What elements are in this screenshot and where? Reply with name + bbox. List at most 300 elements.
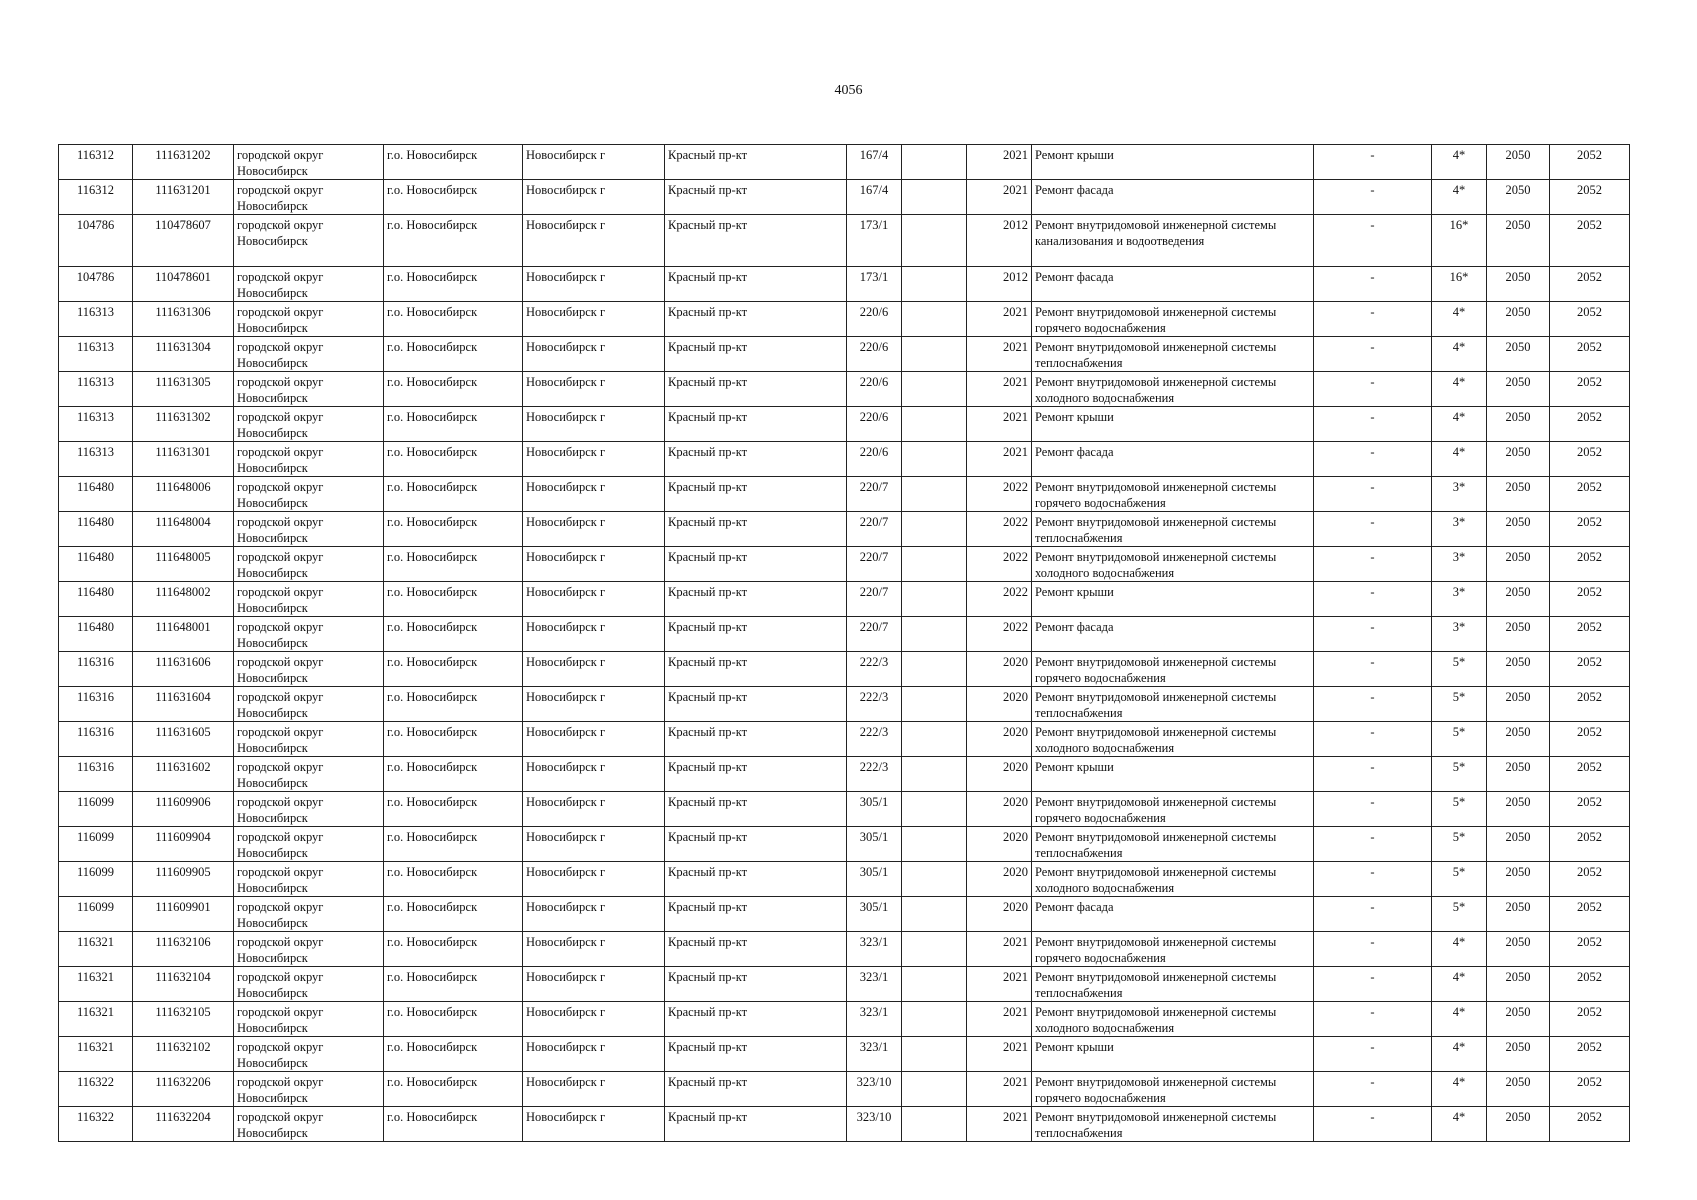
cell-plan-end: 2052 [1550, 1002, 1630, 1037]
cell-city-district: г.о. Новосибирск [384, 687, 523, 722]
cell-cost: - [1314, 302, 1432, 337]
cell-plan-end: 2052 [1550, 407, 1630, 442]
cell-house-letter [902, 827, 967, 862]
cell-house-letter [902, 337, 967, 372]
cell-house-letter [902, 967, 967, 1002]
cell-period: 4* [1432, 1072, 1487, 1107]
cell-settlement: Новосибирск г [523, 1072, 665, 1107]
cell-house-number: 173/1 [847, 215, 902, 267]
cell-city-district: г.о. Новосибирск [384, 477, 523, 512]
cell-settlement: Новосибирск г [523, 372, 665, 407]
cell-municipality: городской округ Новосибирск [234, 215, 384, 267]
cell-street: Красный пр-кт [665, 757, 847, 792]
cell-house-number: 220/7 [847, 582, 902, 617]
cell-plan-end: 2052 [1550, 757, 1630, 792]
cell-year: 2020 [967, 652, 1032, 687]
cell-municipality: городской округ Новосибирск [234, 145, 384, 180]
cell-year: 2020 [967, 827, 1032, 862]
cell-house-letter [902, 862, 967, 897]
cell-year: 2021 [967, 337, 1032, 372]
cell-street: Красный пр-кт [665, 582, 847, 617]
cell-plan-start: 2050 [1487, 1037, 1550, 1072]
cell-city-district: г.о. Новосибирск [384, 757, 523, 792]
cell-period: 5* [1432, 897, 1487, 932]
cell-city-district: г.о. Новосибирск [384, 180, 523, 215]
repair-registry-table [58, 144, 1630, 1142]
cell-street: Красный пр-кт [665, 547, 847, 582]
cell-element-id: 110478607 [133, 215, 234, 267]
cell-period: 3* [1432, 477, 1487, 512]
cell-street: Красный пр-кт [665, 337, 847, 372]
cell-work-type: Ремонт фасада [1032, 897, 1314, 932]
cell-year: 2021 [967, 180, 1032, 215]
cell-settlement: Новосибирск г [523, 687, 665, 722]
cell-period: 5* [1432, 652, 1487, 687]
cell-period: 16* [1432, 215, 1487, 267]
cell-house-id: 116322 [59, 1107, 133, 1142]
cell-house-id: 116312 [59, 180, 133, 215]
cell-house-number: 220/6 [847, 407, 902, 442]
cell-cost: - [1314, 757, 1432, 792]
cell-settlement: Новосибирск г [523, 215, 665, 267]
cell-cost: - [1314, 1037, 1432, 1072]
cell-house-letter [902, 512, 967, 547]
cell-cost: - [1314, 617, 1432, 652]
table-row [59, 547, 1630, 582]
cell-house-number: 305/1 [847, 897, 902, 932]
cell-work-type: Ремонт фасада [1032, 180, 1314, 215]
cell-street: Красный пр-кт [665, 722, 847, 757]
cell-house-letter [902, 215, 967, 267]
cell-element-id: 111631304 [133, 337, 234, 372]
cell-plan-end: 2052 [1550, 180, 1630, 215]
cell-city-district: г.о. Новосибирск [384, 967, 523, 1002]
cell-plan-end: 2052 [1550, 652, 1630, 687]
cell-plan-end: 2052 [1550, 302, 1630, 337]
cell-plan-end: 2052 [1550, 827, 1630, 862]
cell-work-type: Ремонт внутридомовой инженерной системы теплоснабжения [1032, 827, 1314, 862]
cell-city-district: г.о. Новосибирск [384, 547, 523, 582]
cell-period: 4* [1432, 145, 1487, 180]
cell-settlement: Новосибирск г [523, 1002, 665, 1037]
cell-plan-end: 2052 [1550, 1037, 1630, 1072]
cell-city-district: г.о. Новосибирск [384, 722, 523, 757]
cell-house-number: 173/1 [847, 267, 902, 302]
cell-settlement: Новосибирск г [523, 512, 665, 547]
cell-street: Красный пр-кт [665, 792, 847, 827]
cell-element-id: 111632104 [133, 967, 234, 1002]
cell-street: Красный пр-кт [665, 372, 847, 407]
cell-period: 5* [1432, 722, 1487, 757]
cell-settlement: Новосибирск г [523, 792, 665, 827]
cell-year: 2012 [967, 267, 1032, 302]
cell-cost: - [1314, 215, 1432, 267]
cell-settlement: Новосибирск г [523, 477, 665, 512]
cell-plan-start: 2050 [1487, 862, 1550, 897]
cell-element-id: 111609906 [133, 792, 234, 827]
cell-settlement: Новосибирск г [523, 337, 665, 372]
cell-year: 2020 [967, 862, 1032, 897]
cell-municipality: городской округ Новосибирск [234, 267, 384, 302]
cell-city-district: г.о. Новосибирск [384, 337, 523, 372]
cell-element-id: 111648005 [133, 547, 234, 582]
cell-plan-start: 2050 [1487, 617, 1550, 652]
table-row [59, 1002, 1630, 1037]
cell-cost: - [1314, 932, 1432, 967]
cell-street: Красный пр-кт [665, 215, 847, 267]
cell-house-id: 104786 [59, 267, 133, 302]
cell-city-district: г.о. Новосибирск [384, 862, 523, 897]
cell-plan-start: 2050 [1487, 1002, 1550, 1037]
cell-period: 3* [1432, 512, 1487, 547]
cell-city-district: г.о. Новосибирск [384, 512, 523, 547]
cell-house-letter [902, 1072, 967, 1107]
cell-year: 2021 [967, 932, 1032, 967]
cell-work-type: Ремонт внутридомовой инженерной системы холодного водоснабжения [1032, 372, 1314, 407]
cell-year: 2021 [967, 1072, 1032, 1107]
cell-work-type: Ремонт внутридомовой инженерной системы горячего водоснабжения [1032, 477, 1314, 512]
cell-plan-start: 2050 [1487, 407, 1550, 442]
cell-period: 3* [1432, 617, 1487, 652]
cell-house-number: 323/10 [847, 1072, 902, 1107]
cell-house-id: 116316 [59, 757, 133, 792]
table-row [59, 862, 1630, 897]
cell-municipality: городской округ Новосибирск [234, 180, 384, 215]
table-row [59, 337, 1630, 372]
cell-year: 2021 [967, 302, 1032, 337]
cell-plan-start: 2050 [1487, 547, 1550, 582]
cell-street: Красный пр-кт [665, 687, 847, 722]
cell-settlement: Новосибирск г [523, 547, 665, 582]
table-row [59, 757, 1630, 792]
cell-cost: - [1314, 512, 1432, 547]
table-row [59, 967, 1630, 1002]
table-row [59, 617, 1630, 652]
cell-year: 2021 [967, 407, 1032, 442]
cell-work-type: Ремонт внутридомовой инженерной системы холодного водоснабжения [1032, 722, 1314, 757]
cell-municipality: городской округ Новосибирск [234, 407, 384, 442]
table-row [59, 897, 1630, 932]
cell-street: Красный пр-кт [665, 652, 847, 687]
cell-year: 2022 [967, 512, 1032, 547]
cell-plan-end: 2052 [1550, 477, 1630, 512]
cell-plan-start: 2050 [1487, 792, 1550, 827]
cell-house-number: 323/1 [847, 967, 902, 1002]
cell-year: 2021 [967, 372, 1032, 407]
cell-house-id: 116313 [59, 302, 133, 337]
cell-house-id: 116480 [59, 512, 133, 547]
cell-cost: - [1314, 547, 1432, 582]
cell-work-type: Ремонт внутридомовой инженерной системы горячего водоснабжения [1032, 792, 1314, 827]
cell-settlement: Новосибирск г [523, 862, 665, 897]
cell-street: Красный пр-кт [665, 442, 847, 477]
cell-period: 5* [1432, 792, 1487, 827]
page-number: 4056 [834, 83, 863, 98]
cell-plan-start: 2050 [1487, 967, 1550, 1002]
cell-work-type: Ремонт внутридомовой инженерной системы холодного водоснабжения [1032, 862, 1314, 897]
table-row [59, 407, 1630, 442]
cell-year: 2021 [967, 1107, 1032, 1142]
cell-work-type: Ремонт внутридомовой инженерной системы теплоснабжения [1032, 1107, 1314, 1142]
cell-house-letter [902, 897, 967, 932]
cell-element-id: 111609905 [133, 862, 234, 897]
cell-cost: - [1314, 1072, 1432, 1107]
cell-house-id: 116322 [59, 1072, 133, 1107]
cell-house-number: 305/1 [847, 792, 902, 827]
cell-element-id: 111631602 [133, 757, 234, 792]
cell-municipality: городской округ Новосибирск [234, 442, 384, 477]
cell-plan-end: 2052 [1550, 722, 1630, 757]
cell-cost: - [1314, 827, 1432, 862]
cell-plan-start: 2050 [1487, 582, 1550, 617]
cell-municipality: городской округ Новосибирск [234, 897, 384, 932]
cell-house-number: 220/7 [847, 547, 902, 582]
cell-period: 4* [1432, 302, 1487, 337]
cell-house-number: 167/4 [847, 180, 902, 215]
cell-house-id: 116316 [59, 687, 133, 722]
cell-house-letter [902, 407, 967, 442]
cell-city-district: г.о. Новосибирск [384, 617, 523, 652]
cell-city-district: г.о. Новосибирск [384, 1107, 523, 1142]
cell-house-letter [902, 792, 967, 827]
cell-municipality: городской округ Новосибирск [234, 1002, 384, 1037]
cell-element-id: 111632105 [133, 1002, 234, 1037]
cell-house-letter [902, 582, 967, 617]
cell-house-number: 167/4 [847, 145, 902, 180]
cell-plan-end: 2052 [1550, 862, 1630, 897]
cell-element-id: 111632204 [133, 1107, 234, 1142]
cell-house-id: 116480 [59, 547, 133, 582]
cell-settlement: Новосибирск г [523, 442, 665, 477]
cell-city-district: г.о. Новосибирск [384, 372, 523, 407]
cell-municipality: городской округ Новосибирск [234, 722, 384, 757]
cell-work-type: Ремонт фасада [1032, 267, 1314, 302]
cell-street: Красный пр-кт [665, 932, 847, 967]
cell-street: Красный пр-кт [665, 512, 847, 547]
cell-settlement: Новосибирск г [523, 652, 665, 687]
cell-house-letter [902, 932, 967, 967]
cell-cost: - [1314, 967, 1432, 1002]
cell-year: 2020 [967, 722, 1032, 757]
cell-street: Красный пр-кт [665, 267, 847, 302]
cell-cost: - [1314, 862, 1432, 897]
cell-plan-end: 2052 [1550, 512, 1630, 547]
cell-settlement: Новосибирск г [523, 1107, 665, 1142]
cell-city-district: г.о. Новосибирск [384, 1002, 523, 1037]
table-row [59, 652, 1630, 687]
cell-house-number: 220/7 [847, 477, 902, 512]
cell-city-district: г.о. Новосибирск [384, 582, 523, 617]
cell-period: 4* [1432, 407, 1487, 442]
cell-settlement: Новосибирск г [523, 722, 665, 757]
cell-period: 4* [1432, 932, 1487, 967]
cell-element-id: 111648002 [133, 582, 234, 617]
cell-city-district: г.о. Новосибирск [384, 267, 523, 302]
cell-house-id: 116312 [59, 145, 133, 180]
cell-element-id: 111631202 [133, 145, 234, 180]
cell-plan-end: 2052 [1550, 582, 1630, 617]
cell-cost: - [1314, 372, 1432, 407]
cell-cost: - [1314, 145, 1432, 180]
cell-house-number: 305/1 [847, 827, 902, 862]
cell-work-type: Ремонт крыши [1032, 757, 1314, 792]
cell-plan-start: 2050 [1487, 652, 1550, 687]
cell-municipality: городской округ Новосибирск [234, 1072, 384, 1107]
cell-house-id: 116321 [59, 967, 133, 1002]
cell-house-id: 116321 [59, 932, 133, 967]
cell-plan-start: 2050 [1487, 372, 1550, 407]
cell-plan-end: 2052 [1550, 617, 1630, 652]
cell-element-id: 111631201 [133, 180, 234, 215]
cell-period: 5* [1432, 687, 1487, 722]
cell-house-number: 220/6 [847, 337, 902, 372]
cell-cost: - [1314, 792, 1432, 827]
cell-city-district: г.о. Новосибирск [384, 215, 523, 267]
cell-house-id: 116480 [59, 617, 133, 652]
cell-work-type: Ремонт внутридомовой инженерной системы теплоснабжения [1032, 967, 1314, 1002]
cell-element-id: 111632106 [133, 932, 234, 967]
cell-settlement: Новосибирск г [523, 967, 665, 1002]
cell-period: 16* [1432, 267, 1487, 302]
cell-house-letter [902, 302, 967, 337]
cell-cost: - [1314, 687, 1432, 722]
cell-cost: - [1314, 442, 1432, 477]
cell-cost: - [1314, 477, 1432, 512]
cell-year: 2021 [967, 442, 1032, 477]
cell-work-type: Ремонт внутридомовой инженерной системы теплоснабжения [1032, 337, 1314, 372]
cell-element-id: 111648001 [133, 617, 234, 652]
cell-plan-start: 2050 [1487, 442, 1550, 477]
cell-municipality: городской округ Новосибирск [234, 512, 384, 547]
cell-year: 2022 [967, 547, 1032, 582]
cell-plan-end: 2052 [1550, 932, 1630, 967]
cell-cost: - [1314, 897, 1432, 932]
cell-street: Красный пр-кт [665, 1107, 847, 1142]
cell-house-letter [902, 1002, 967, 1037]
cell-period: 4* [1432, 372, 1487, 407]
cell-year: 2020 [967, 757, 1032, 792]
cell-municipality: городской округ Новосибирск [234, 652, 384, 687]
cell-plan-start: 2050 [1487, 302, 1550, 337]
cell-city-district: г.о. Новосибирск [384, 302, 523, 337]
cell-year: 2020 [967, 792, 1032, 827]
cell-city-district: г.о. Новосибирск [384, 792, 523, 827]
cell-house-id: 116313 [59, 407, 133, 442]
cell-plan-start: 2050 [1487, 687, 1550, 722]
cell-house-letter [902, 267, 967, 302]
cell-plan-end: 2052 [1550, 372, 1630, 407]
table-row [59, 722, 1630, 757]
cell-work-type: Ремонт внутридомовой инженерной системы канализования и водоотведения [1032, 215, 1314, 267]
cell-settlement: Новосибирск г [523, 267, 665, 302]
cell-work-type: Ремонт крыши [1032, 145, 1314, 180]
cell-municipality: городской округ Новосибирск [234, 477, 384, 512]
cell-cost: - [1314, 407, 1432, 442]
cell-house-letter [902, 477, 967, 512]
cell-cost: - [1314, 180, 1432, 215]
table-row [59, 1037, 1630, 1072]
cell-work-type: Ремонт внутридомовой инженерной системы холодного водоснабжения [1032, 547, 1314, 582]
cell-plan-end: 2052 [1550, 967, 1630, 1002]
cell-plan-start: 2050 [1487, 477, 1550, 512]
cell-street: Красный пр-кт [665, 1037, 847, 1072]
cell-plan-start: 2050 [1487, 757, 1550, 792]
cell-house-id: 116321 [59, 1002, 133, 1037]
cell-street: Красный пр-кт [665, 862, 847, 897]
cell-municipality: городской округ Новосибирск [234, 687, 384, 722]
cell-year: 2021 [967, 1037, 1032, 1072]
cell-element-id: 111631605 [133, 722, 234, 757]
cell-house-id: 116313 [59, 442, 133, 477]
cell-street: Красный пр-кт [665, 180, 847, 215]
table-row [59, 442, 1630, 477]
cell-house-number: 220/6 [847, 442, 902, 477]
table-row [59, 215, 1630, 267]
cell-house-id: 116480 [59, 477, 133, 512]
cell-house-number: 220/6 [847, 302, 902, 337]
cell-work-type: Ремонт крыши [1032, 582, 1314, 617]
cell-municipality: городской округ Новосибирск [234, 757, 384, 792]
cell-cost: - [1314, 267, 1432, 302]
cell-plan-end: 2052 [1550, 337, 1630, 372]
cell-house-number: 220/7 [847, 512, 902, 547]
cell-element-id: 111631305 [133, 372, 234, 407]
cell-cost: - [1314, 652, 1432, 687]
cell-element-id: 111631604 [133, 687, 234, 722]
table-row [59, 180, 1630, 215]
table-row [59, 372, 1630, 407]
cell-house-number: 323/1 [847, 1002, 902, 1037]
cell-house-number: 323/10 [847, 1107, 902, 1142]
cell-year: 2022 [967, 582, 1032, 617]
cell-house-number: 323/1 [847, 932, 902, 967]
cell-house-id: 104786 [59, 215, 133, 267]
cell-municipality: городской округ Новосибирск [234, 582, 384, 617]
cell-street: Красный пр-кт [665, 1002, 847, 1037]
cell-period: 4* [1432, 180, 1487, 215]
cell-municipality: городской округ Новосибирск [234, 827, 384, 862]
cell-plan-end: 2052 [1550, 215, 1630, 267]
cell-city-district: г.о. Новосибирск [384, 145, 523, 180]
cell-house-id: 116099 [59, 792, 133, 827]
cell-municipality: городской округ Новосибирск [234, 547, 384, 582]
cell-city-district: г.о. Новосибирск [384, 897, 523, 932]
cell-plan-start: 2050 [1487, 932, 1550, 967]
cell-house-id: 116099 [59, 862, 133, 897]
cell-plan-end: 2052 [1550, 897, 1630, 932]
cell-period: 3* [1432, 547, 1487, 582]
cell-element-id: 111632206 [133, 1072, 234, 1107]
cell-year: 2021 [967, 1002, 1032, 1037]
cell-municipality: городской округ Новосибирск [234, 1107, 384, 1142]
cell-period: 4* [1432, 1002, 1487, 1037]
cell-city-district: г.о. Новосибирск [384, 652, 523, 687]
cell-period: 4* [1432, 442, 1487, 477]
cell-settlement: Новосибирск г [523, 180, 665, 215]
cell-street: Красный пр-кт [665, 477, 847, 512]
cell-municipality: городской округ Новосибирск [234, 792, 384, 827]
cell-plan-start: 2050 [1487, 722, 1550, 757]
cell-street: Красный пр-кт [665, 967, 847, 1002]
cell-city-district: г.о. Новосибирск [384, 442, 523, 477]
table-row [59, 302, 1630, 337]
cell-element-id: 110478601 [133, 267, 234, 302]
cell-plan-start: 2050 [1487, 337, 1550, 372]
cell-house-letter [902, 442, 967, 477]
table-row [59, 267, 1630, 302]
cell-settlement: Новосибирск г [523, 582, 665, 617]
cell-street: Красный пр-кт [665, 407, 847, 442]
